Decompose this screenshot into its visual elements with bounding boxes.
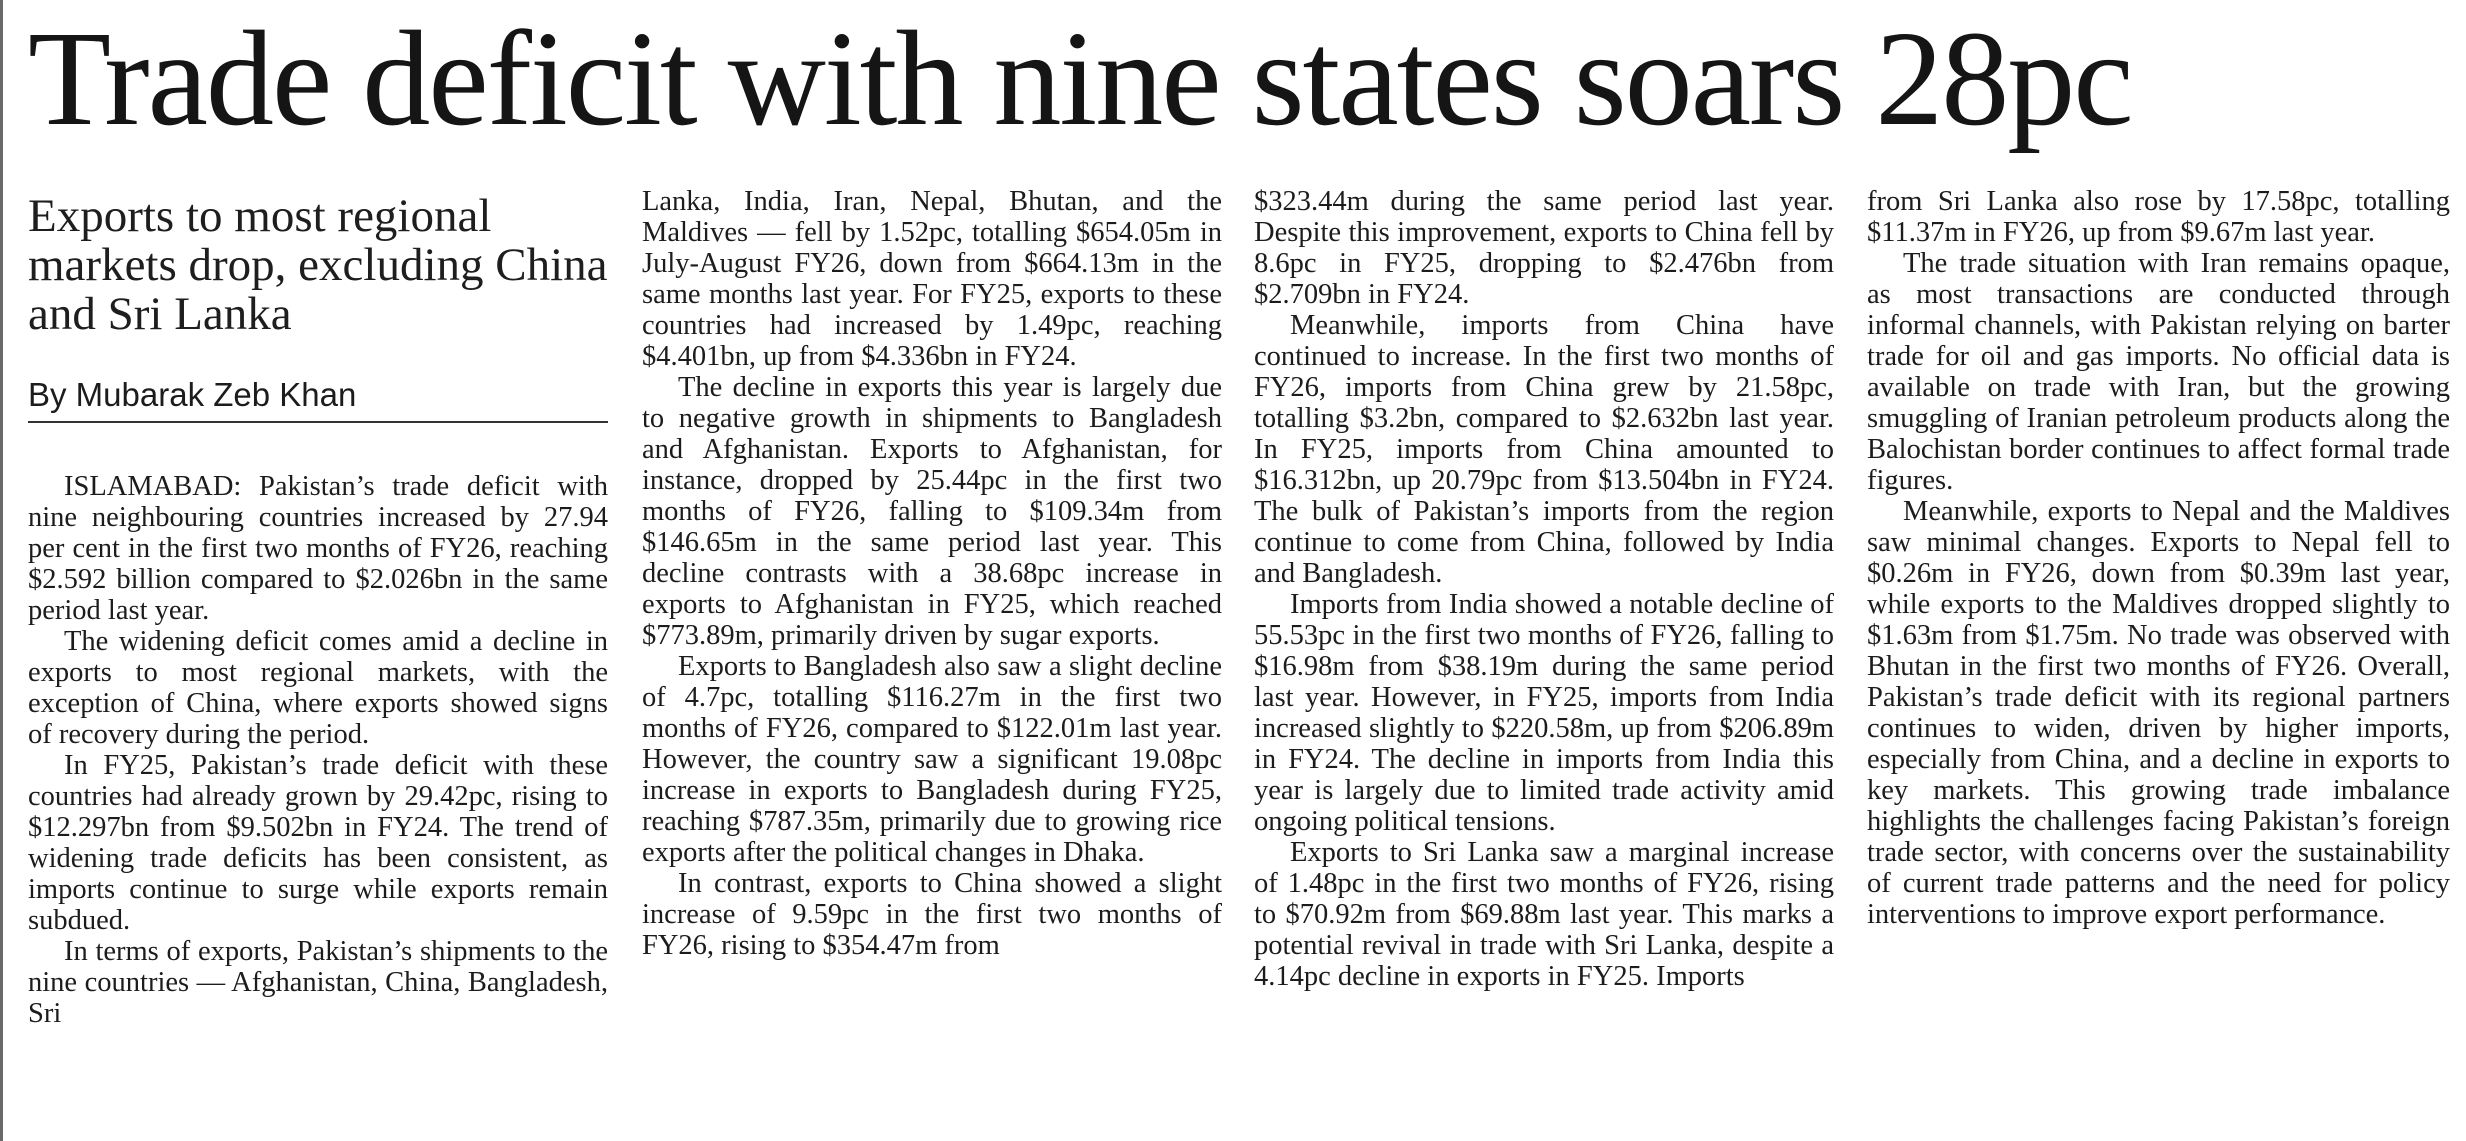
paragraph: Meanwhile, imports from China have continued to increase. In the first two months of FY26, imports from China grew by 21.58pc, totalling $3.2bn, compared to $2.632bn last year. In FY25, imports from China amounted to $16.312bn, up 20.79pc from $13.504bn in FY24. The bulk of Pakistan’s imports from the region continue to come from China, followed by India and Bangladesh. xyxy=(1254,310,1834,589)
column-4 xyxy=(1867,186,2450,930)
subheadline: Exports to most regional markets drop, excluding China and Sri Lanka xyxy=(28,190,608,340)
paragraph: The widening deficit comes amid a decline in exports to most regional markets, with the exception of China, where exports showed signs of recovery during the period. xyxy=(28,626,608,750)
paragraph: In terms of exports, Pakistan’s shipments to the nine countries — Afghanistan, China, Bangladesh, Sri xyxy=(28,936,608,1029)
paragraph: from Sri Lanka also rose by 17.58pc, totalling $11.37m in FY26, up from $9.67m last year. xyxy=(1867,186,2450,248)
column-3 xyxy=(1254,186,1834,992)
paragraph: ISLAMABAD: Pakistan’s trade deficit with nine neighbouring countries increased by 27.94 per cent in the first two months of FY26, reaching $2.592 billion compared to $2.026bn in the same period last year. xyxy=(28,471,608,626)
paragraph: The trade situation with Iran remains opaque, as most transactions are conducted through informal channels, with Pakistan relying on barter trade for oil and gas imports. No official data is available on trade with Iran, but the growing smuggling of Iranian petroleum products along the Balochistan border continues to affect formal trade figures. xyxy=(1867,248,2450,496)
column-1-body xyxy=(28,471,608,1029)
paragraph: In FY25, Pakistan’s trade deficit with these countries had already grown by 29.42pc, rising to $12.297bn from $9.502bn in FY24. The trend of widening trade deficits has been consistent, as imports continue to surge while exports remain subdued. xyxy=(28,750,608,936)
column-1 xyxy=(28,192,608,1029)
paragraph: $323.44m during the same period last year. Despite this improvement, exports to China fell by 8.6pc in FY25, dropping to $2.476bn from $2.709bn in FY24. xyxy=(1254,186,1834,310)
page-left-rule xyxy=(0,0,3,1141)
paragraph: Imports from India showed a notable decline of 55.53pc in the first two months of FY26, falling to $16.98m from $38.19m during the same period last year. However, in FY25, imports from India increased slightly to $220.58m, up from $206.89m in FY24. The decline in imports from India this year is largely due to limited trade activity amid ongoing political tensions. xyxy=(1254,589,1834,837)
headline: Trade deficit with nine states soars 28pc xyxy=(28,4,2132,154)
paragraph: Exports to Sri Lanka saw a marginal increase of 1.48pc in the first two months of FY26, rising to $70.92m from $69.88m last year. This marks a potential revival in trade with Sri Lanka, despite a 4.14pc decline in exports in FY25. Imports xyxy=(1254,837,1834,992)
paragraph: Meanwhile, exports to Nepal and the Maldives saw minimal changes. Exports to Nepal fell to $0.26m in FY26, down from $0.39m last year, while exports to the Maldives dropped slightly to $1.63m from $1.75m. No trade was observed with Bhutan in the first two months of FY26. Overall, Pakistan’s trade deficit with its regional partners continues to widen, driven by higher imports, especially from China, and a decline in exports to key markets. This growing trade imbalance highlights the challenges facing Pakistan’s foreign trade sector, with concerns over the sustainability of current trade patterns and the need for policy interventions to improve export performance. xyxy=(1867,496,2450,930)
paragraph: In contrast, exports to China showed a slight increase of 9.59pc in the first two months of FY26, rising to $354.47m from xyxy=(642,868,1222,961)
paragraph: Exports to Bangladesh also saw a slight decline of 4.7pc, totalling $116.27m in the first two months of FY26, compared to $122.01m last year. However, the country saw a significant 19.08pc increase in exports to Bangladesh during FY25, reaching $787.35m, primarily due to growing rice exports after the political changes in Dhaka. xyxy=(642,651,1222,868)
column-2 xyxy=(642,186,1222,961)
byline: By Mubarak Zeb Khan xyxy=(28,375,608,423)
paragraph: The decline in exports this year is largely due to negative growth in shipments to Bangladesh and Afghanistan. Exports to Afghanistan, for instance, dropped by 25.44pc in the first two months of FY26, falling to $109.34m from $146.65m in the same period last year. This decline contrasts with a 38.68pc increase in exports to Afghanistan in FY25, which reached $773.89m, primarily driven by sugar exports. xyxy=(642,372,1222,651)
paragraph: Lanka, India, Iran, Nepal, Bhutan, and the Maldives — fell by 1.52pc, totalling $654.05m in July-August FY26, down from $664.13m in the same months last year. For FY25, exports to these countries had increased by 1.49pc, reaching $4.401bn, up from $4.336bn in FY24. xyxy=(642,186,1222,372)
